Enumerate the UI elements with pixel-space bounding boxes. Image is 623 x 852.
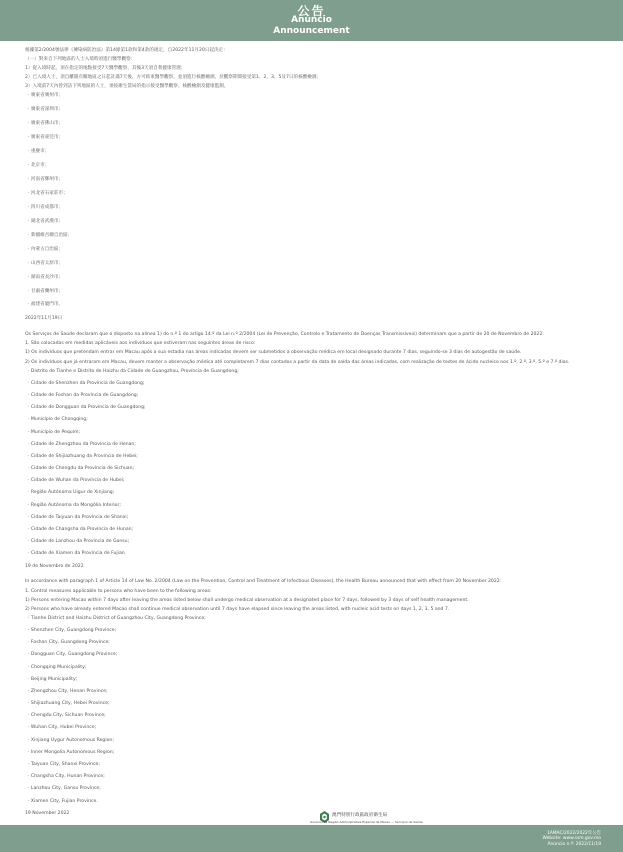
list-item: ‧ 廣東省廣州市；: [28, 93, 64, 99]
pt-intro: Os Serviços de Saúde declaram que o disposto na alínea 1) do n.º 1 do artigo 14.º da Lei n.º 2/2004 (Lei de Prevenção, Controlo e Tratamento de Doenças Transmissíveis) determinam que a partir de 20 de Novembro de 2022:: [25, 332, 544, 338]
section-portuguese: [25, 332, 610, 570]
list-item: ‧ Chengdu City, Sichuan Province;: [28, 713, 106, 719]
title-en: Announcement: [273, 26, 350, 36]
list-item: ‧ Wuhan City, Hubei Province;: [28, 725, 97, 731]
list-item: ‧ Cidade de Shenzhen da Província de Guangdong;: [28, 380, 145, 386]
list-item: ‧ 新疆維吾爾自治區；: [28, 232, 73, 238]
list-item: ‧ Inner Mongolia Autonomous Region;: [28, 749, 115, 755]
list-item: ‧ Changsha City, Hunan Province;: [28, 774, 105, 780]
list-item: ‧ Cidade de Dongguan da Província de Guangdong;: [28, 405, 146, 411]
pt-area-list: [25, 369, 610, 559]
zh-intro: 根據第2/2004號法律《傳染病防治法》第14條第1款和第4款的規定，自2022年11月20日起決定：: [25, 48, 228, 53]
list-item: ‧ Dongguan City, Guangdong Province;: [28, 652, 118, 658]
pt-para: 2) Os indivíduos que já entraram em Macau, devem manter a observação médica até completarem 7 dias contados a partir da data de saída das áreas indicadas, com realização de testes de ácido nucleico nos 1.º, 2.º, 3.º, 5.º e 7.º dias.: [25, 359, 570, 365]
title-pt: Anúncio: [291, 15, 332, 25]
list-item: ‧ 內蒙古自治區；: [28, 246, 64, 252]
list-item: ‧ 河南省鄭州市；: [28, 177, 64, 183]
announcement-body: [25, 48, 610, 820]
zh-para: （一）對來自下列地區的人士入境時須進行醫學觀察：: [25, 57, 136, 63]
department-name-pt: Governo da Região Administrativa Especial de Macau — Serviços de Saúde: [310, 820, 423, 824]
list-item: ‧ 福建省廈門市。: [28, 302, 64, 308]
en-para: 2) Persons who have already entered Macao shall continue medical observation until 7 days have elapsed since leaving the areas listed, with nucleic acid tests on days 1, 2, 3, 5 and 7.: [25, 606, 450, 612]
section-chinese: [25, 48, 610, 323]
list-item: ‧ Zhengzhou City, Henan Province;: [28, 688, 108, 694]
en-intro: In accordance with paragraph 1 of Article 14 of Law No. 2/2004 (Law on the Prevention, Control and Treatment of Infectious Diseases), the Health Bureau announced that with effect from 20 November 2022:: [25, 579, 502, 585]
list-item: ‧ 河北省石家莊市；: [28, 190, 68, 196]
en-area-list: [25, 616, 610, 806]
list-item: ‧ Tianhe District and Haizhu District of Guangzhou City, Guangdong Province;: [28, 615, 206, 621]
list-item: ‧ Cidade de Chengdu da Província de Sichuan;: [28, 466, 135, 472]
en-para: 1. Control measures applicable to persons who have been to the following areas:: [25, 588, 212, 594]
list-item: ‧ Beijing Municipality;: [28, 676, 78, 682]
section-english: [25, 579, 610, 817]
list-item: ‧ Cidade de Xiamen da Província de Fujian.: [28, 551, 127, 557]
list-item: ‧ 湖南省長沙市；: [28, 274, 64, 280]
list-item: ‧ Foshan City, Guangdong Province;: [28, 640, 110, 646]
list-item: ‧ 山西省太原市；: [28, 260, 64, 266]
en-date: 19 November 2022: [25, 810, 70, 816]
announcement-header: [0, 0, 623, 41]
list-item: ‧ Cidade de Changsha da Província de Hunan;: [28, 527, 134, 533]
list-item: ‧ Cidade de Wuhan da Província de Hubei;: [28, 478, 125, 484]
list-item: ‧ Região Autónoma Uigur de Xinjiang;: [28, 490, 115, 496]
list-item: ‧ Cidade de Foshan da Província de Guangdong;: [28, 392, 139, 398]
pt-para: 1) Os indivíduos que pretendam entrar em Macau após a sua estadia nas áreas indicadas devem ser submetidos a observação médica em local designado durante 7 dias, seguindo-se 3 dias de autogestão de saúde.: [25, 350, 522, 356]
list-item: ‧ Shijiazhuang City, Hebei Province;: [28, 701, 110, 707]
department-name-zh: 澳門特別行政區政府衛生局: [332, 813, 388, 818]
en-para: 1) Persons entering Macao within 7 days after leaving the areas listed below shall undergo medical observation at a designated place for 7 days, followed by 3 days of self health management.: [25, 597, 469, 603]
reference-website: Website: www.ssm.gov.mo: [542, 836, 601, 841]
list-item: ‧ Xinjiang Uygur Autonomous Region;: [28, 737, 114, 743]
list-item: ‧ Taiyuan City, Shanxi Province;: [28, 762, 100, 768]
list-item: ‧ 四川省成都市；: [28, 204, 64, 210]
list-item: ‧ Shenzhen City, Guangdong Province;: [28, 627, 117, 633]
list-item: ‧ Região Autónoma da Mongólia Interior;: [28, 502, 121, 508]
zh-para: 1）從入境時起，須在指定的地點接受7天醫學觀察，其後3天須自我健康管理；: [25, 66, 186, 72]
list-item: ‧ Município de Chongqing;: [28, 417, 88, 423]
list-item: ‧ Cidade de Zhengzhou da Província de Henan;: [28, 441, 136, 447]
list-item: ‧ Cidade de Taiyuan da Província de Shanxi;: [28, 514, 129, 520]
list-item: ‧ Lanzhou City, Gansu Province;: [28, 786, 101, 792]
pt-date: 19 de Novembro de 2022: [25, 563, 84, 569]
reference-announcement: Anúncio n.º: 2022/11/19: [547, 842, 601, 847]
list-item: ‧ Cidade de Lanzhou da Província de Gansu;: [28, 539, 130, 545]
list-item: ‧ 廣東省佛山市；: [28, 121, 64, 127]
zh-para: 2）已入境人士，須自離開有關地區之日起計滿7天後，方可結束醫學觀察，並須進行核酸檢測，於觀察期間接受第1、2、3、5及7日的核酸檢測；: [25, 75, 322, 81]
list-item: ‧ 甘肅省蘭州市；: [28, 288, 64, 294]
zh-date: 2022年11月19日: [25, 316, 63, 322]
reference-number: 1AMAC/2022/2022年公告: [546, 831, 601, 836]
list-item: ‧ Distrito de Tianhe e Distrito de Haizhu da Cidade de Guangzhou, Província de Guangdong;: [28, 368, 239, 374]
list-item: ‧ Cidade de Shijiazhuang da Província de Hebei;: [28, 453, 138, 459]
list-item: ‧ Xiamen City, Fujian Province.: [28, 798, 98, 804]
list-item: ‧ 廣東省東莞市；: [28, 135, 64, 141]
list-item: ‧ Município de Pequim;: [28, 429, 81, 435]
list-item: ‧ 廣東省深圳市；: [28, 107, 64, 113]
list-item: ‧ 湖北省武漢市；: [28, 218, 64, 224]
list-item: ‧ 重慶市；: [28, 149, 50, 155]
zh-para: 3）入境前7天內曾到訪下列地區的人士，須按衛生當局的指示接受醫學觀察、核酸檢測及健康監測。: [25, 84, 229, 90]
zh-area-list: [25, 93, 610, 309]
list-item: ‧ 北京市；: [28, 163, 50, 169]
list-item: ‧ Chongqing Municipality;: [28, 664, 87, 670]
title-zh: 公告: [297, 4, 326, 18]
pt-para: 1. São colocadas em medidas aplicáveis aos indivíduos que estiveram nas seguintes áreas de risco:: [25, 341, 256, 347]
